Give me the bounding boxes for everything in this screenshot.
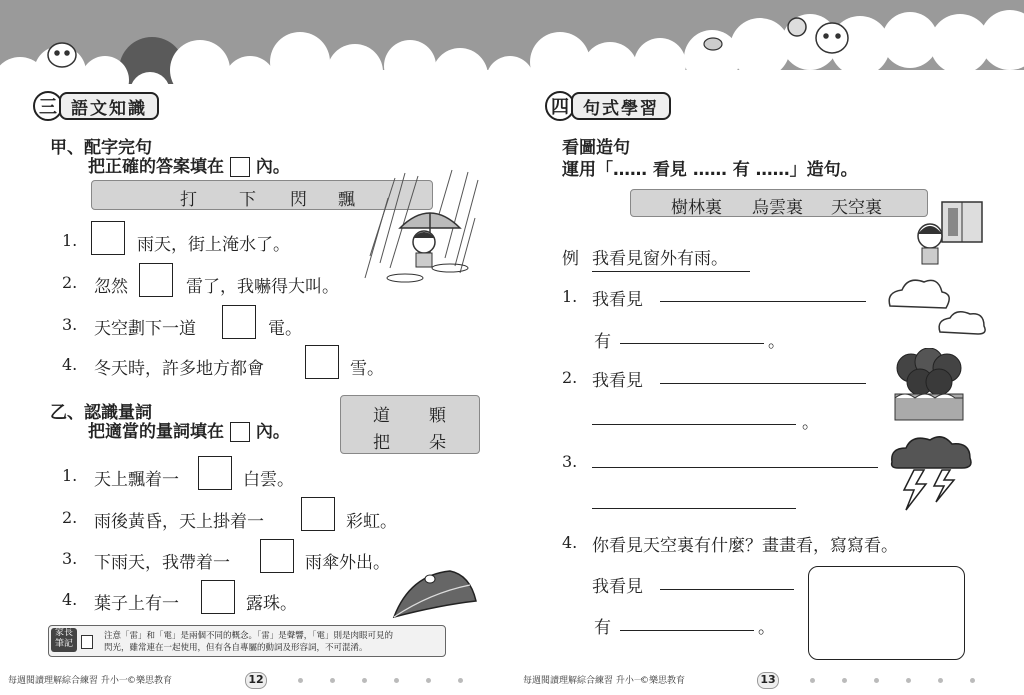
- footer-dot: [362, 678, 367, 683]
- word-bank-item: 樹林裏: [671, 198, 722, 218]
- partA-title: 甲、配字完句: [50, 138, 152, 158]
- section-number: 四: [545, 91, 575, 121]
- item-text-pre: 天上飄着一: [94, 470, 179, 490]
- leaf-illustration: [390, 565, 480, 623]
- item-text-pre: 雨後黃昏，天上掛着一: [94, 512, 264, 532]
- item-number: 3.: [562, 452, 578, 471]
- partA-instruction: [88, 152, 290, 177]
- parent-note-line2: 閃光，雖常連在一起使用，但有各自專屬的動詞及形容詞，不可混淆。: [104, 643, 368, 653]
- footer-book-title: 每週閱讀理解綜合練習 升小一: [523, 676, 643, 686]
- instruction-pre: 把正確的答案填在: [88, 157, 224, 177]
- answer-box[interactable]: [198, 456, 232, 490]
- period: 。: [758, 618, 775, 638]
- word-bank-item: 道: [373, 406, 390, 426]
- item-text: 露珠。: [246, 594, 297, 614]
- top-cloud-banner: [0, 0, 1024, 90]
- parent-note: [48, 625, 446, 657]
- footer-dot: [970, 678, 975, 683]
- footer-dot: [298, 678, 303, 683]
- footer-dot: [874, 678, 879, 683]
- section-number: 三: [33, 91, 63, 121]
- drawing-box[interactable]: [808, 566, 965, 660]
- storm-cloud-illustration: [888, 432, 974, 512]
- instruction-post: 內。: [255, 422, 290, 442]
- partB-word-bank: [340, 395, 480, 454]
- answer-box-sample: [230, 422, 250, 442]
- mascot-small: [704, 38, 722, 50]
- mascot-left: [48, 43, 76, 67]
- item-text: 有: [594, 332, 611, 352]
- word-bank-item: 朵: [429, 433, 446, 453]
- partB-instruction: [88, 417, 290, 442]
- word-bank-item: 打: [180, 190, 197, 210]
- item-text: 雷了，我嚇得大叫。: [186, 277, 339, 297]
- answer-line[interactable]: [660, 569, 794, 590]
- item-number: 3.: [62, 315, 78, 334]
- word-bank-item: 下: [239, 190, 256, 210]
- answer-box-sample: [230, 157, 250, 177]
- example-sentence: 我看見窗外有雨。: [592, 244, 750, 272]
- section-title: 語文知識: [59, 92, 159, 120]
- answer-line[interactable]: [592, 447, 878, 468]
- page-number: 12: [245, 672, 267, 689]
- answer-box[interactable]: [222, 305, 256, 339]
- right-word-bank: [630, 189, 928, 217]
- item-text-pre: 天空劃下一道: [94, 319, 196, 339]
- period: 。: [768, 332, 785, 352]
- word-bank-item: 烏雲裏: [752, 198, 803, 218]
- footer-dot: [842, 678, 847, 683]
- item-text-pre: 冬天時，許多地方都會: [94, 359, 264, 379]
- item-text: 電。: [268, 319, 302, 339]
- section-badge-right: [545, 91, 671, 121]
- clouds-illustration: [880, 272, 990, 340]
- instruction-pre: 把適當的量詞填在: [88, 422, 224, 442]
- rain-boy-illustration: [360, 168, 480, 290]
- girl-window-illustration: [910, 200, 985, 266]
- section-badge-left: [33, 91, 159, 121]
- item-number: 1.: [62, 466, 78, 485]
- period: 。: [802, 413, 819, 433]
- word-bank-item: 閃: [290, 190, 307, 210]
- page-number: 13: [757, 672, 779, 689]
- item-text: 雨傘外出。: [305, 553, 390, 573]
- item-text: 有: [594, 618, 611, 638]
- item-number: 4.: [62, 355, 78, 374]
- item-text-pre: 下雨天，我帶着一: [94, 553, 230, 573]
- item-text: 雪。: [350, 359, 384, 379]
- answer-box[interactable]: [305, 345, 339, 379]
- footer-dot: [906, 678, 911, 683]
- answer-box[interactable]: [260, 539, 294, 573]
- book-icon: [81, 635, 93, 649]
- item-number: 1.: [62, 231, 78, 250]
- item-text: 我看見: [592, 577, 643, 597]
- footer-dot: [330, 678, 335, 683]
- parent-note-label: 家長筆記: [51, 628, 77, 652]
- item-text: 我看見: [592, 290, 643, 310]
- item-number: 2.: [62, 508, 78, 527]
- footer-publisher: ©樂思教育: [127, 676, 173, 686]
- word-bank-item: 飄: [338, 190, 355, 210]
- item-number: 4.: [62, 590, 78, 609]
- parent-note-line1: 注意「雷」和「電」是兩個不同的概念。「雷」是聲響，「電」則是肉眼可見的: [104, 631, 394, 641]
- answer-line[interactable]: [592, 488, 796, 509]
- example-label: 例: [562, 249, 579, 269]
- item-text: 白雲。: [243, 470, 294, 490]
- item-text: 我看見: [592, 371, 643, 391]
- item-number: 4.: [562, 533, 578, 552]
- answer-line[interactable]: [660, 363, 866, 384]
- answer-box[interactable]: [139, 263, 173, 297]
- partB-title: 乙、認識量詞: [50, 403, 152, 423]
- item-text-pre: 忽然: [94, 277, 128, 297]
- word-bank-item: 顆: [429, 406, 446, 426]
- item-text: 雨天，街上淹水了。: [137, 235, 290, 255]
- footer-dot: [810, 678, 815, 683]
- answer-line[interactable]: [620, 610, 754, 631]
- footer-dot: [394, 678, 399, 683]
- answer-box[interactable]: [301, 497, 335, 531]
- section-title: 句式學習: [571, 92, 671, 120]
- footer-dot: [426, 678, 431, 683]
- right-title: 看圖造句: [562, 138, 630, 158]
- item-number: 2.: [562, 368, 578, 387]
- answer-line[interactable]: [592, 404, 796, 425]
- answer-box[interactable]: [201, 580, 235, 614]
- word-bank-item: 把: [373, 433, 390, 453]
- item-question: 你看見天空裏有什麼？畫畫看，寫寫看。: [592, 536, 898, 556]
- forest-illustration: [893, 348, 965, 424]
- footer-dot: [458, 678, 463, 683]
- answer-line[interactable]: [660, 281, 866, 302]
- footer-book-title: 每週閱讀理解綜合練習 升小一: [8, 676, 128, 686]
- item-text-pre: 葉子上有一: [94, 594, 179, 614]
- item-number: 3.: [62, 549, 78, 568]
- answer-line[interactable]: [620, 323, 764, 344]
- answer-box[interactable]: [91, 221, 125, 255]
- right-instruction: 運用「…… 看見 …… 有 ……」造句。: [562, 160, 858, 180]
- word-bank-item: 天空裏: [831, 198, 882, 218]
- item-number: 2.: [62, 273, 78, 292]
- instruction-post: 內。: [255, 157, 290, 177]
- item-number: 1.: [562, 287, 578, 306]
- footer-publisher: ©樂思教育: [640, 676, 686, 686]
- footer-dot: [938, 678, 943, 683]
- item-text: 彩虹。: [346, 512, 397, 532]
